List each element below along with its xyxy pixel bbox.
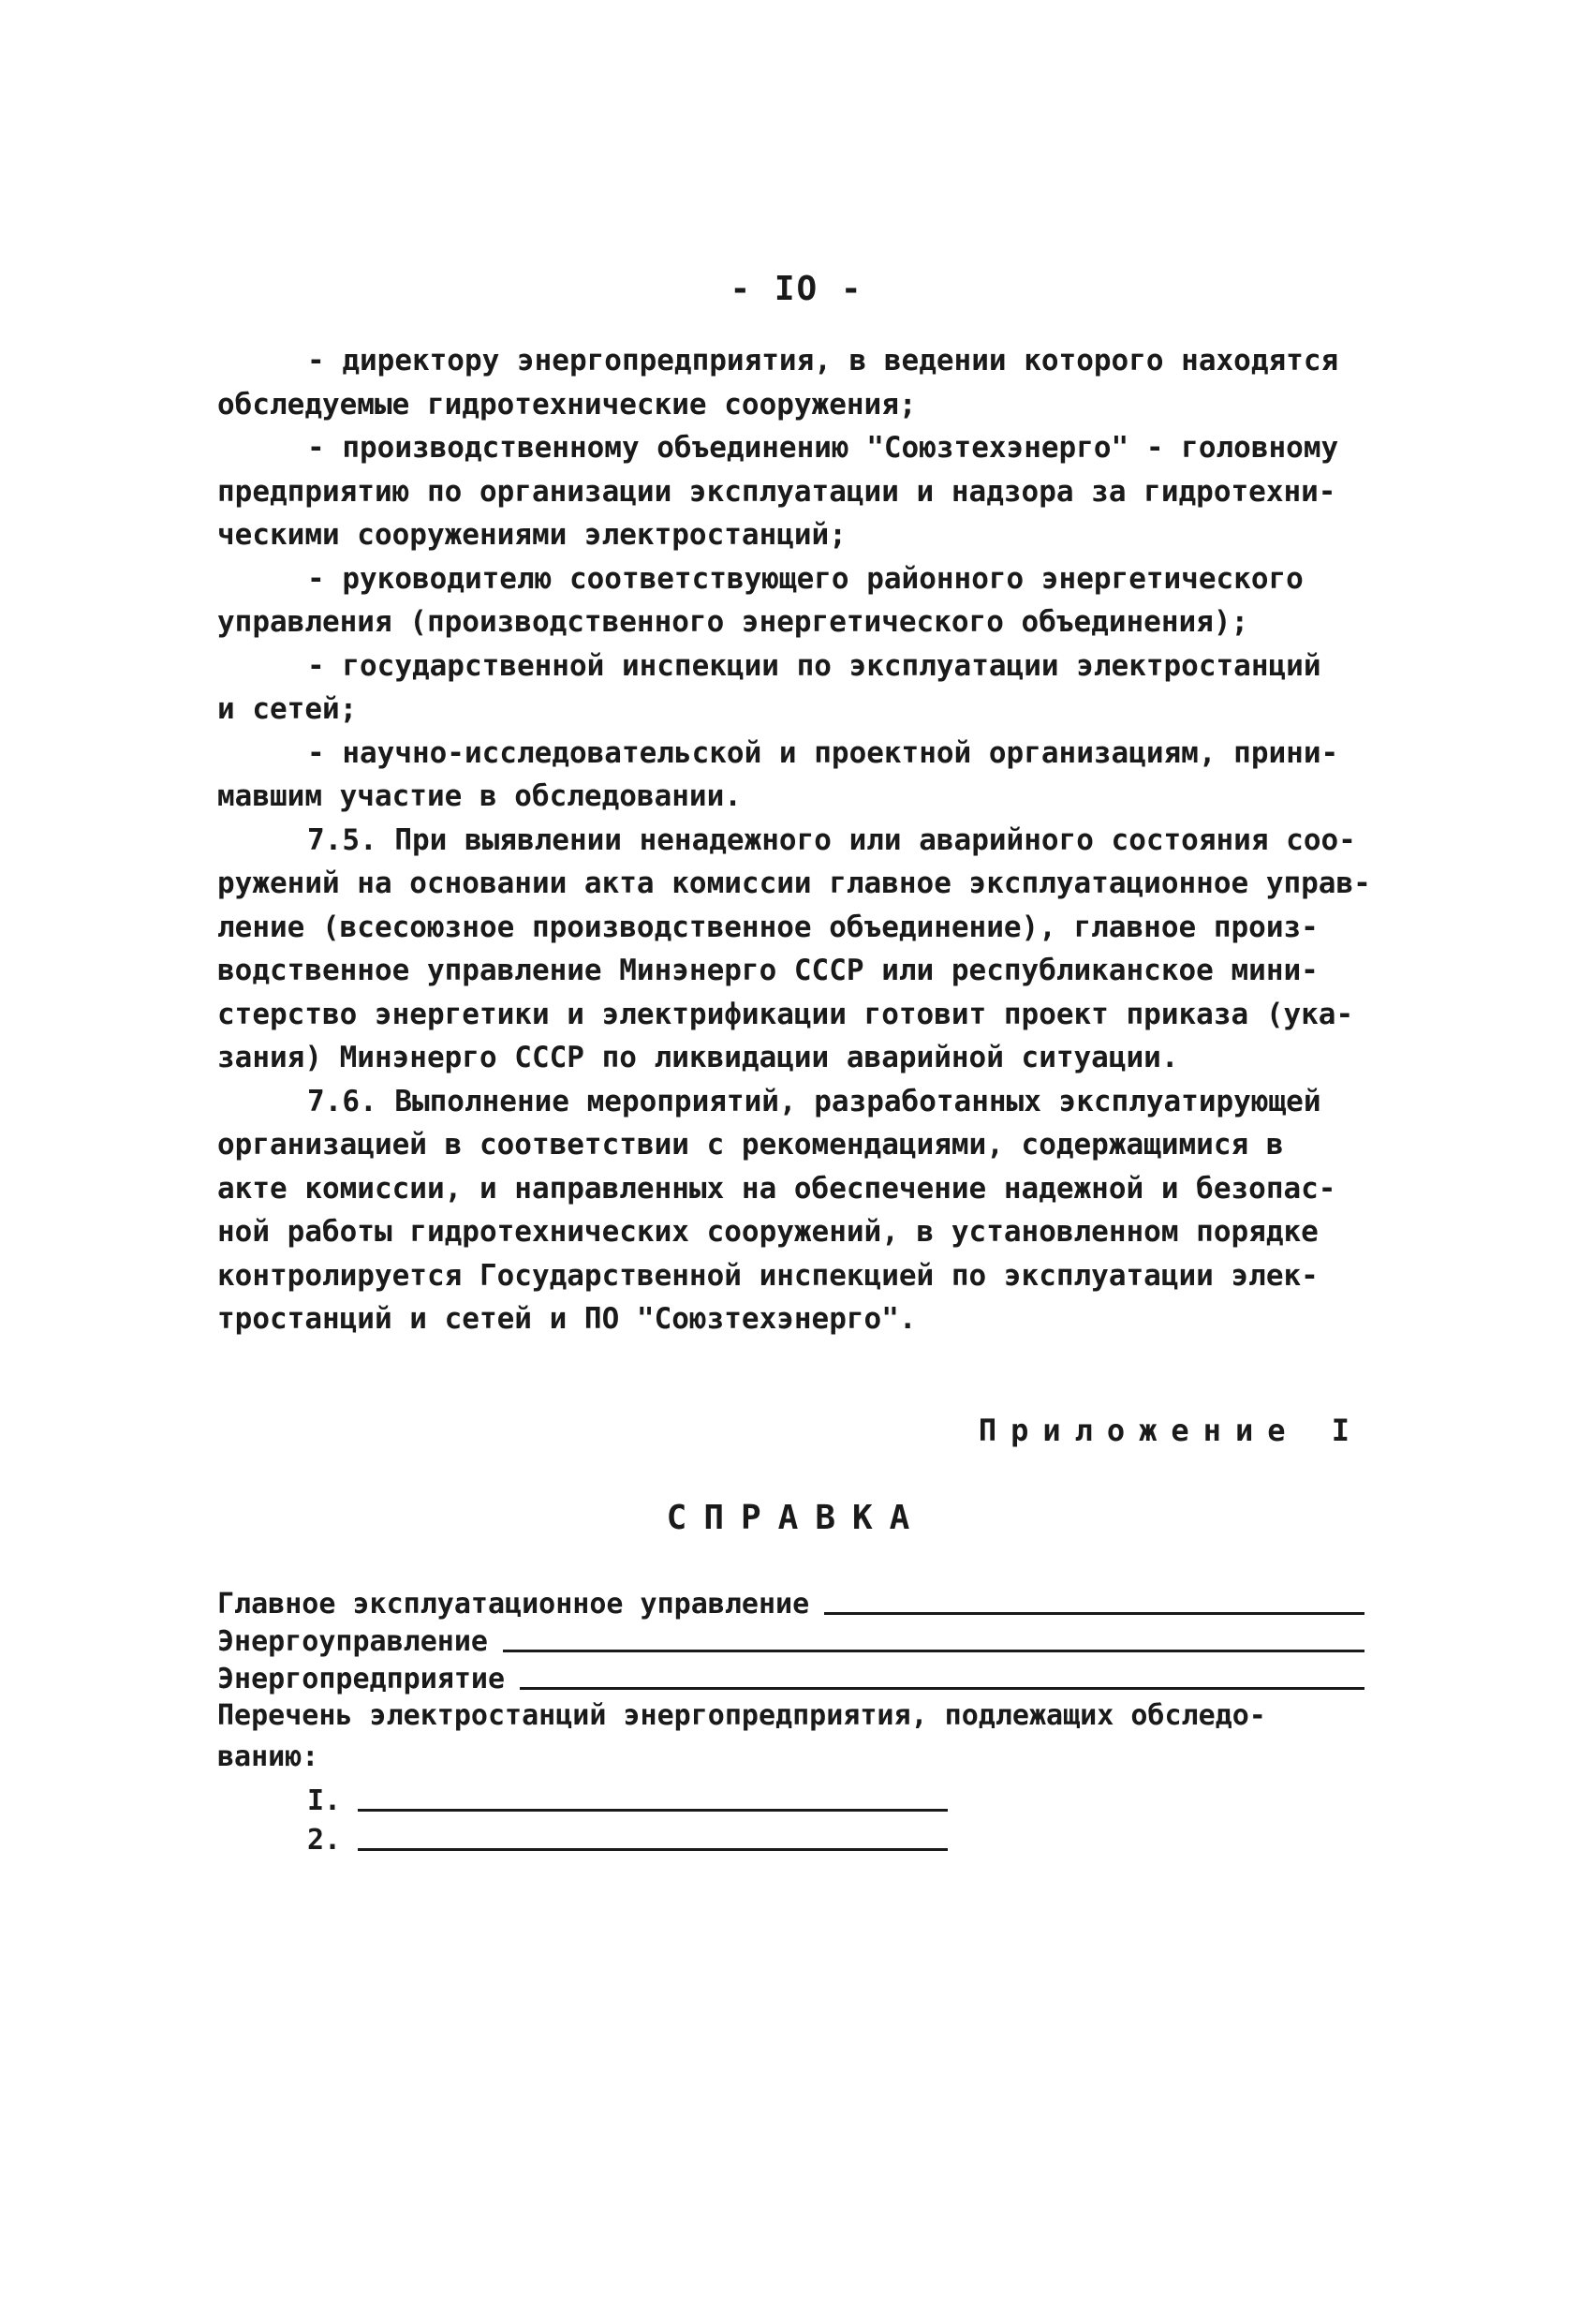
- main-directorate-field[interactable]: [824, 1612, 1364, 1615]
- list-heading-line: ванию:: [217, 1740, 319, 1773]
- list-heading-line: Перечень электростанций энергопредприятия, подлежащих обследо-: [217, 1699, 1266, 1732]
- text-line: ной работы гидротехнических сооружений, в установленном порядке: [217, 1215, 1319, 1249]
- text-line: акте комиссии, и направленных на обеспечение надежной и безопас-: [217, 1171, 1336, 1206]
- reference-form: [217, 1583, 1364, 1857]
- text-line: обследуемые гидротехнические сооружения;: [217, 387, 917, 422]
- energy-enterprise-field[interactable]: [520, 1687, 1364, 1690]
- text-line: ческими сооружениями электростанций;: [217, 518, 847, 552]
- text-line: ление (всесоюзное производственное объединение), главное произ-: [217, 910, 1319, 944]
- form-row-energy-directorate: [217, 1621, 1364, 1658]
- text-line: и сетей;: [217, 692, 358, 726]
- form-row-energy-enterprise: [217, 1658, 1364, 1695]
- text-line: 7.5. При выявлении ненадежного или аварийного состояния соо-: [307, 822, 1356, 857]
- text-line: предприятию по организации эксплуатации и надзора за гидротехни-: [217, 474, 1336, 509]
- list-item: [217, 1778, 1364, 1817]
- document-title: СПРАВКА: [666, 1499, 927, 1537]
- energy-directorate-field[interactable]: [503, 1650, 1364, 1652]
- text-line: - директору энергопредприятия, в ведении которого находятся: [307, 344, 1339, 377]
- text-line: - руководителю соответствующего районного энергетического: [307, 561, 1304, 596]
- main-directorate-label: Главное эксплуатационное управление: [217, 1588, 810, 1621]
- text-line: тростанций и сетей и ПО "Союзтехэнерго".: [217, 1302, 917, 1336]
- text-line: - государственной инспекции по эксплуатации электростанций: [307, 648, 1321, 683]
- text-line: стерство энергетики и электрификации готовит проект приказа (ука-: [217, 997, 1354, 1031]
- text-line: мавшим участие в обследовании.: [217, 779, 742, 813]
- energy-directorate-label: Энергоуправление: [217, 1625, 488, 1658]
- body-text: [217, 339, 1371, 1341]
- list-item-number: I.: [307, 1784, 342, 1817]
- list-item-field[interactable]: [358, 1809, 948, 1812]
- text-line: ружений на основании акта комиссии главное эксплуатационное управ-: [217, 866, 1371, 900]
- text-line: организацией в соответствии с рекомендациями, содержащимися в: [217, 1128, 1284, 1162]
- list-item: [217, 1817, 1364, 1857]
- text-line: 7.6. Выполнение мероприятий, разработанных эксплуатирующей: [307, 1084, 1321, 1118]
- page-number: - IO -: [730, 270, 863, 308]
- text-line: управления (производственного энергетического объединения);: [217, 605, 1249, 639]
- appendix-label: Приложение I: [978, 1413, 1364, 1448]
- text-line: водственное управление Минэнерго СССР или республиканское мини-: [217, 954, 1319, 987]
- text-line: контролируется Государственной инспекцией по эксплуатации элек-: [217, 1258, 1319, 1293]
- list-item-number: 2.: [307, 1824, 342, 1857]
- text-line: зания) Минэнерго СССР по ликвидации аварийной ситуации.: [217, 1041, 1179, 1074]
- text-line: - научно-исследовательской и проектной организациям, прини-: [307, 735, 1339, 770]
- form-row-main-directorate: [217, 1583, 1364, 1621]
- list-item-field[interactable]: [358, 1848, 948, 1851]
- energy-enterprise-label: Энергопредприятие: [217, 1663, 506, 1695]
- text-line: - производственному объединению "Союзтехэнерго" - головному: [307, 431, 1339, 465]
